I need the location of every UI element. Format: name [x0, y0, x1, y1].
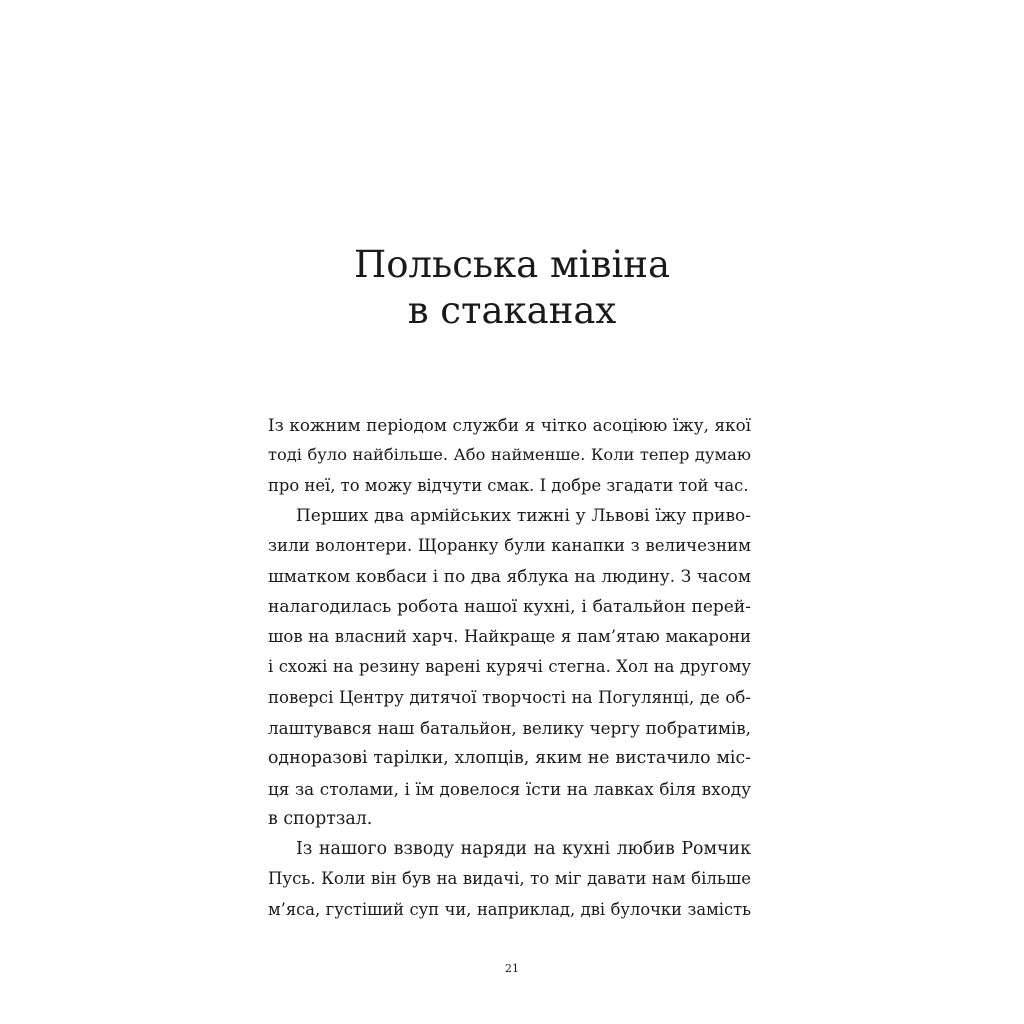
text-line: шов на власний харч. Найкраще я пам’ятаю макарони: [268, 627, 751, 647]
text-line: Із нашого взводу наряди на кухні любив Ромчик: [296, 839, 751, 860]
text-line: і схожі на резину варені курячі стегна. Хол на другому: [268, 657, 751, 677]
text-line: шматком ковбаси і по два яблука на людину. З часом: [268, 566, 751, 587]
text-line: ця за столами, і їм довелося їсти на лавках біля входу: [268, 778, 751, 799]
text-line: поверсі Центру дитячої творчості на Погулянці, де об-: [268, 687, 751, 707]
text-line: Пусь. Коли він був на видачі, то міг давати нам більше: [268, 869, 751, 889]
text-line: Із кожним періодом служби я чітко асоціюю їжу, якої: [268, 415, 751, 435]
text-line: лаштувався наш батальйон, велику чергу побратимів,: [268, 717, 751, 738]
text-line: зили волонтери. Щоранку були канапки з величезним: [268, 536, 751, 556]
chapter-title: [0, 242, 1024, 334]
chapter-title-line-2: в стаканах: [407, 289, 617, 332]
page-number: 21: [505, 962, 519, 975]
text-line: тоді було найбільше. Або найменше. Коли тепер думаю: [268, 445, 751, 465]
text-line: в спортзал.: [268, 808, 373, 829]
text-line: одноразові тарілки, хлопців, яким не вистачило міс-: [268, 748, 751, 769]
text-line: про неї, то можу відчути смак. І добре згадати той час.: [268, 475, 749, 495]
text-line: м’яса, густіший суп чи, наприклад, дві булочки замість: [268, 899, 751, 919]
body-text: [268, 410, 751, 925]
text-line: налагодилась робота нашої кухні, і батальйон перей-: [268, 596, 751, 617]
chapter-title-line-1: Польська мівіна: [354, 243, 670, 286]
text-line: Перших два армійських тижні у Львові їжу приво-: [296, 505, 751, 526]
